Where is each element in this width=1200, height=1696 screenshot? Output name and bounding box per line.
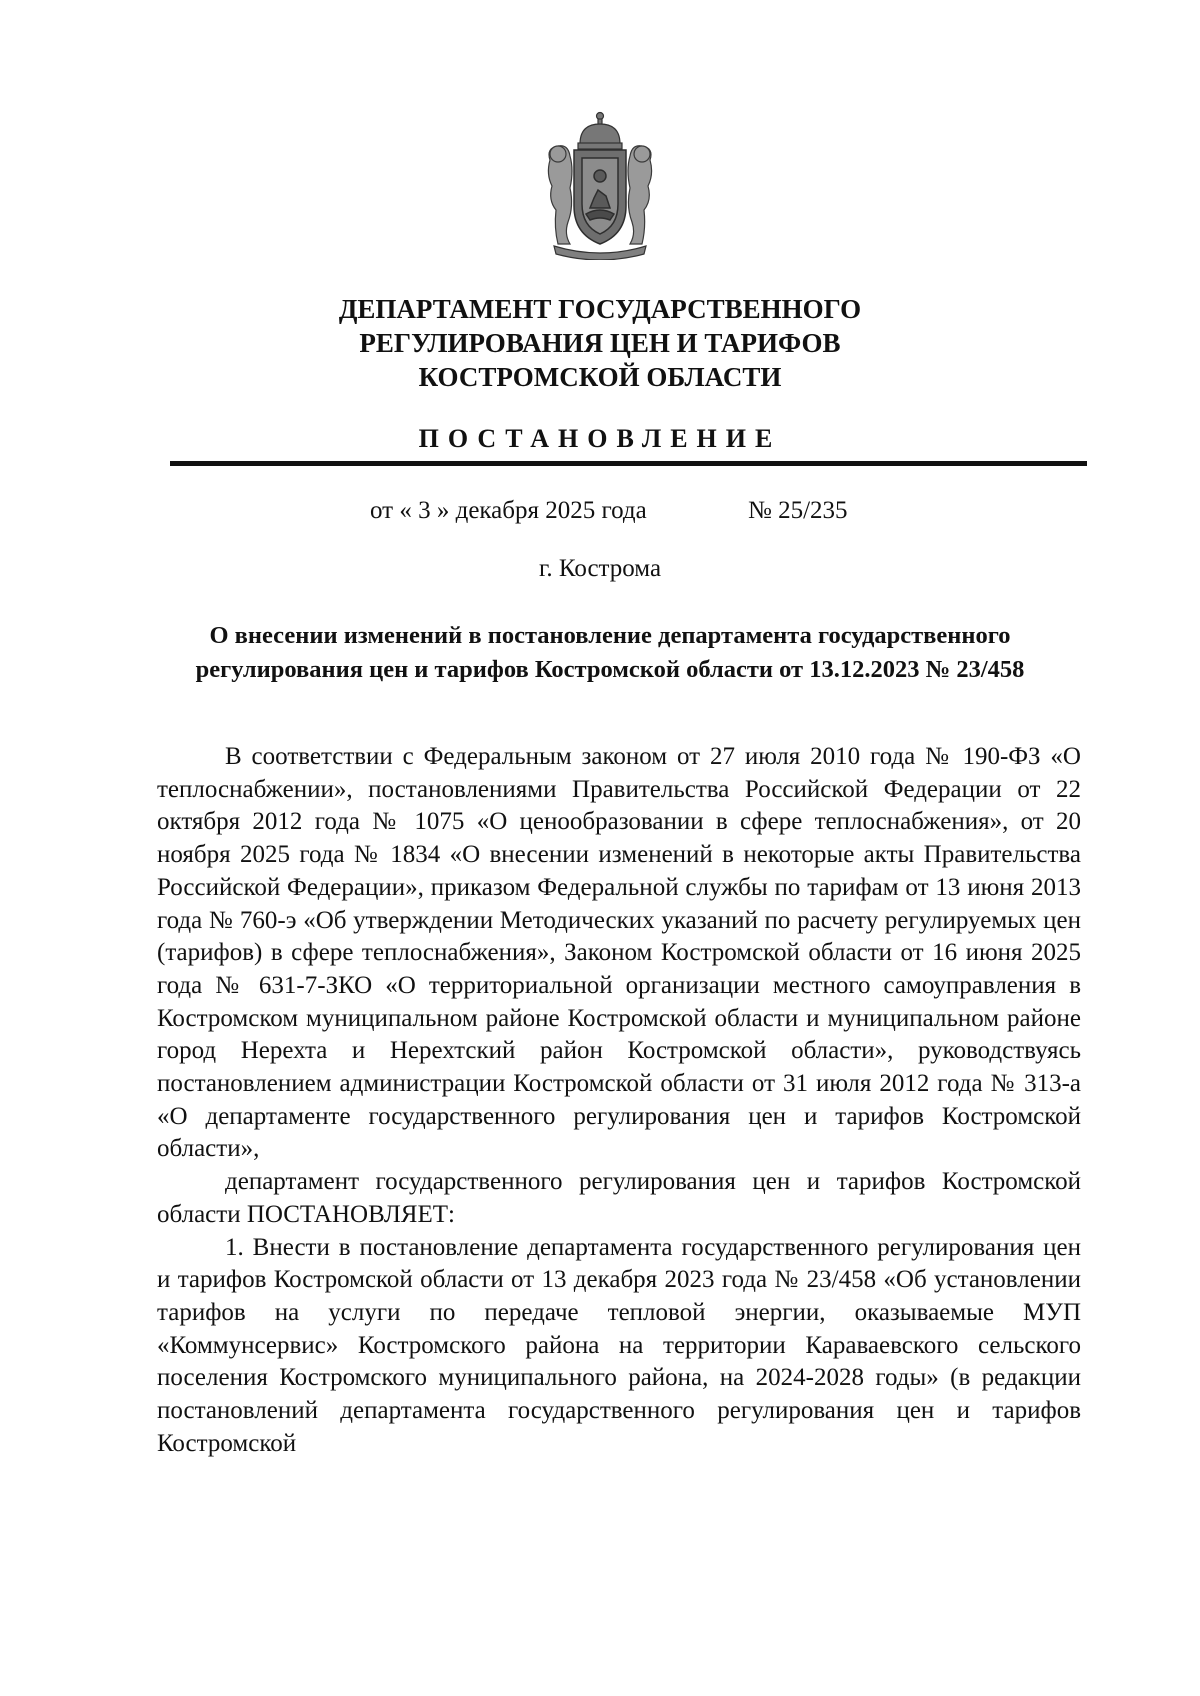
department-title-line: КОСТРОМСКОЙ ОБЛАСТИ bbox=[418, 362, 782, 392]
department-title-line: РЕГУЛИРОВАНИЯ ЦЕН И ТАРИФОВ bbox=[359, 328, 841, 358]
document-body bbox=[157, 741, 1081, 1460]
document-subject bbox=[150, 619, 1070, 687]
body-paragraph: департамент государственного регулирования цен и тарифов Костромской области ПОСТАНОВЛЯЕТ: bbox=[157, 1168, 1081, 1228]
document-number: № 25/235 bbox=[748, 497, 848, 524]
coat-of-arms-icon bbox=[540, 110, 660, 260]
department-title-line: ДЕПАРТАМЕНТ ГОСУДАРСТВЕННОГО bbox=[338, 294, 862, 324]
department-title bbox=[0, 292, 1200, 394]
body-paragraph: В соответствии с Федеральным законом от 27 июля 2010 года № 190-ФЗ «О теплоснабжении», постановлениями Правительства Российской Федерации от 22 октября 2012 года № 1075 «О ценообразовании в сфере теплоснабжения», от 20 ноября 2025 года № 1834 «О внесении изменений в некоторые акты Правительства Российской Федерации», приказом Федеральной службы по тарифам от 13 июня 2013 года № 760-э «Об утверждении Методических указаний по расчету регулируемых цен (тарифов) в сфере теплоснабжения», Законом Костромской области от 16 июня 2025 года № 631-7-ЗКО «О территориальной организации местного самоуправления в Костромском муниципальном районе Костромской области и муниципальном районе город Нерехта и Нерехтский район Костромской области», руководствуясь постановлением администрации Костромской области от 31 июля 2012 года № 313-а «О департаменте государственного регулирования цен и тарифов Костромской области», bbox=[157, 743, 1081, 1163]
subject-line: регулирования цен и тарифов Костромской области от 13.12.2023 № 23/458 bbox=[195, 656, 1025, 683]
document-date: от « 3 » декабря 2025 года bbox=[370, 497, 647, 524]
document-type: ПОСТАНОВЛЕНИЕ bbox=[418, 424, 782, 453]
document-city: г. Кострома bbox=[538, 555, 662, 582]
subject-line: О внесении изменений в постановление департамента государственного bbox=[209, 622, 1011, 649]
body-paragraph: 1. Внести в постановление департамента государственного регулирования цен и тарифов Костромской области от 13 декабря 2023 года № 23/458 «Об установлении тарифов на услуги по передаче тепловой энергии, оказываемые МУП «Коммунсервис» Костромского района на территории Караваевского сельского поселения Костромского муниципального района, на 2024-2028 годы» (в редакции постановлений департамента государственного регулирования цен и тарифов Костромской bbox=[157, 1233, 1081, 1457]
header-divider bbox=[170, 461, 1087, 466]
